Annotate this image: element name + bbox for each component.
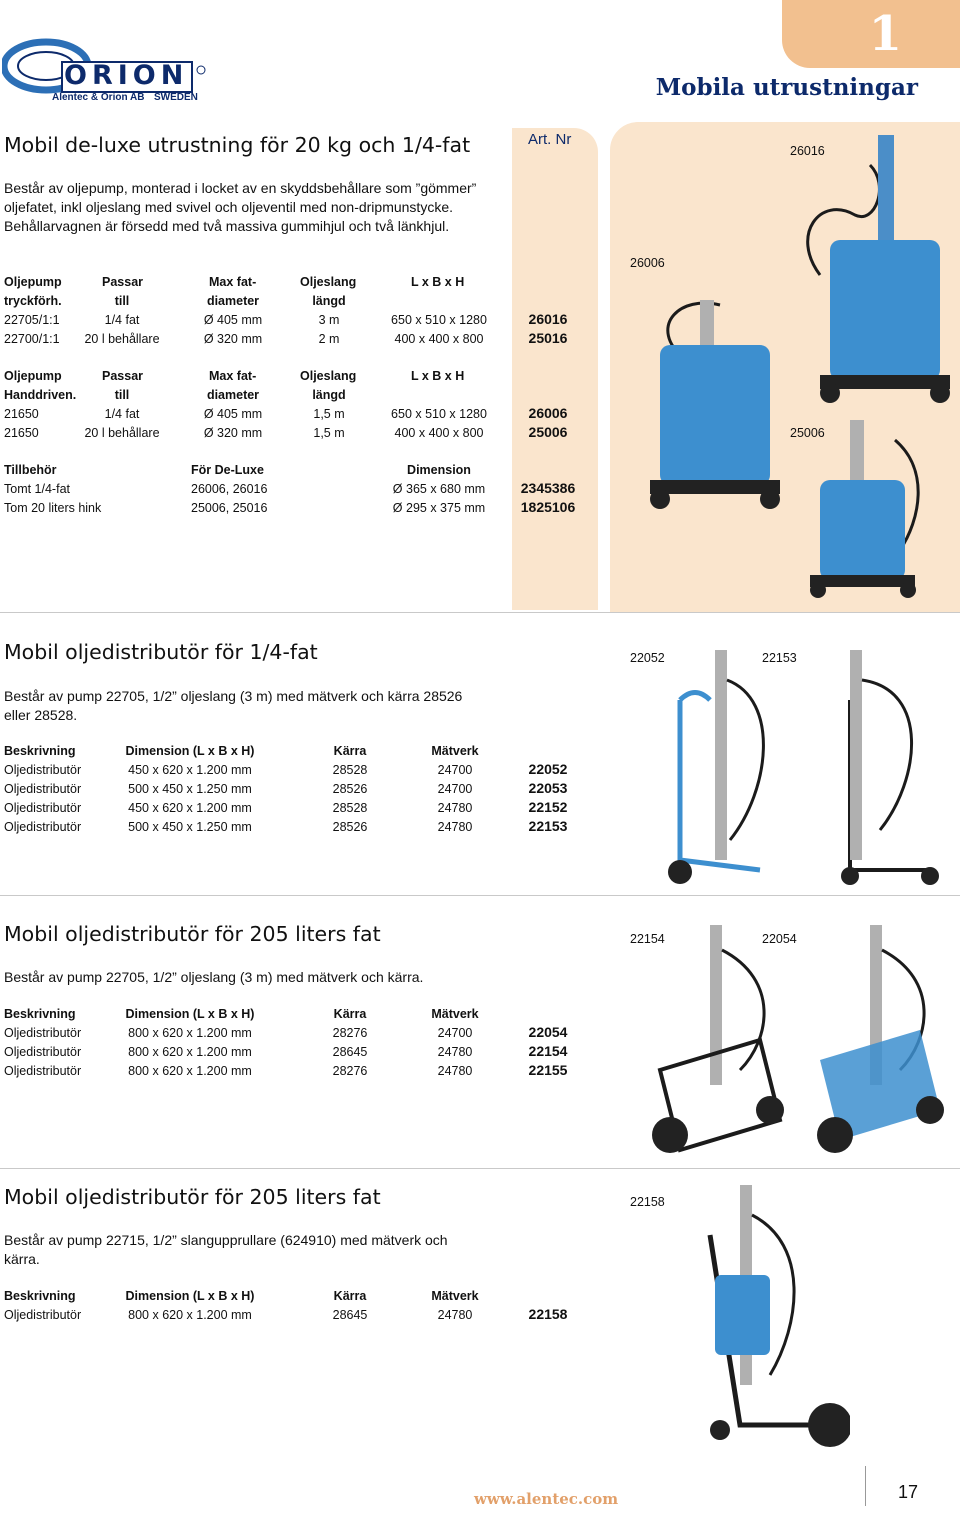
brand-sub-1: Alentec & Orion AB xyxy=(52,92,145,103)
image-label: 26006 xyxy=(630,256,665,270)
section3-description: Består av pump 22705, 1/2” oljeslang (3 m) med mätverk och kärra. xyxy=(4,969,424,985)
s2-cell: 24700 xyxy=(437,782,473,796)
table-a-header: Passar xyxy=(102,275,144,289)
table-c-cell: 25006, 25016 xyxy=(191,501,268,515)
table-b-cell: 400 x 400 x 800 xyxy=(394,426,484,440)
page-number: 17 xyxy=(897,1482,918,1502)
chapter-number: 1 xyxy=(868,6,902,62)
section4-title: Mobil oljedistributör för 205 liters fat xyxy=(4,1185,381,1209)
s3-cell: 24780 xyxy=(437,1045,473,1059)
s3-header: Kärra xyxy=(333,1007,367,1021)
table-a-cell: 400 x 400 x 800 xyxy=(394,332,484,346)
s2-cell: 450 x 620 x 1.200 mm xyxy=(128,801,252,815)
image-label: 22054 xyxy=(762,932,797,946)
s2-cell: Oljedistributör xyxy=(4,801,82,815)
reel-distributor-cart-image xyxy=(680,1175,850,1465)
art-number: 22153 xyxy=(528,818,568,834)
table-b-header: Oljeslang xyxy=(300,369,357,383)
section3-title: Mobil oljedistributör för 205 liters fat xyxy=(4,922,381,946)
image-label: 22158 xyxy=(630,1195,665,1209)
s3-cell: 24700 xyxy=(437,1026,473,1040)
s3-cell: 28645 xyxy=(332,1045,368,1059)
table-a-header: Oljepump xyxy=(4,275,62,289)
s2-cell: Oljedistributör xyxy=(4,820,82,834)
section2-title: Mobil oljedistributör för 1/4-fat xyxy=(4,640,318,664)
image-label: 26016 xyxy=(790,144,825,158)
orion-logo xyxy=(2,36,212,106)
table-b-cell: 20 l behållare xyxy=(84,426,160,440)
distributor-black-trolley-image xyxy=(820,640,950,890)
s4-cell: Oljedistributör xyxy=(4,1308,82,1322)
chapter-title: Mobila utrustningar xyxy=(655,74,918,101)
brand-name: ORION xyxy=(64,60,189,91)
s3-cell: Oljedistributör xyxy=(4,1045,82,1059)
table-b-header: L x B x H xyxy=(411,369,465,383)
table-b-cell: Ø 405 mm xyxy=(203,407,263,421)
table-b-cell: 21650 xyxy=(4,426,39,440)
deluxe-cart-large-image xyxy=(800,125,950,405)
s2-header: Dimension (L x B x H) xyxy=(125,744,255,758)
table-b-cell: 21650 xyxy=(4,407,39,421)
s4-cell: 28645 xyxy=(332,1308,368,1322)
table-b-header: längd xyxy=(312,388,346,402)
table-b-cell: 1/4 fat xyxy=(104,407,140,421)
artnr-column xyxy=(512,128,598,610)
deluxe-cart-small-image xyxy=(800,410,930,605)
table-a-header: Oljeslang xyxy=(300,275,357,289)
table-b-cell: 1,5 m xyxy=(313,426,345,440)
table-b-cell: Ø 320 mm xyxy=(203,426,263,440)
art-number: 22152 xyxy=(528,799,568,815)
image-label: 25006 xyxy=(790,426,825,440)
distributor-blue-trolley-image xyxy=(660,640,800,890)
section1-title: Mobil de-luxe utrustning för 20 kg och 1/4-fat xyxy=(4,133,471,157)
table-a-cell: 3 m xyxy=(318,313,340,327)
section1-description: Består av oljepump, monterad i locket av en skyddsbehållare som ”gömmer” oljefatet, inkl oljeslang med svivel och oljeventil med non-dripmunstycke. Behållarvagnen är försedd med två massiva gummihjul och två länkhjul. xyxy=(4,180,477,234)
table-a-cell: 650 x 510 x 1280 xyxy=(391,313,487,327)
table-a-header: längd xyxy=(312,294,346,308)
s2-header: Beskrivning xyxy=(4,744,76,758)
art-number: 25016 xyxy=(528,330,568,346)
table-b-cell: 1,5 m xyxy=(313,407,345,421)
s2-cell: 28526 xyxy=(332,820,368,834)
art-number: 22158 xyxy=(528,1306,568,1322)
deluxe-cart-medium-image xyxy=(640,285,790,515)
art-number: 22155 xyxy=(528,1062,568,1078)
image-label: 22154 xyxy=(630,932,665,946)
table-c-cell: 26006, 26016 xyxy=(191,482,268,496)
art-number: 22154 xyxy=(528,1043,568,1059)
s2-cell: Oljedistributör xyxy=(4,782,82,796)
table-c-cell: Ø 365 x 680 mm xyxy=(392,482,486,496)
s3-cell: 800 x 620 x 1.200 mm xyxy=(128,1026,252,1040)
s4-header: Mätverk xyxy=(431,1289,479,1303)
drum-distributor-blue-cart-image xyxy=(800,920,950,1160)
table-b-header: Oljepump xyxy=(4,369,62,383)
table-b-header: till xyxy=(114,388,130,402)
s3-cell: 28276 xyxy=(332,1064,368,1078)
art-number: 22054 xyxy=(528,1024,568,1040)
table-c-cell: Ø 295 x 375 mm xyxy=(392,501,486,515)
table-a-cell: 20 l behållare xyxy=(84,332,160,346)
s4-header: Beskrivning xyxy=(4,1289,76,1303)
table-a-cell: 1/4 fat xyxy=(104,313,140,327)
table-a-header: till xyxy=(114,294,130,308)
table-a-cell: 22700/1:1 xyxy=(4,332,60,346)
s3-cell: 28276 xyxy=(332,1026,368,1040)
footer-rule xyxy=(865,1466,866,1506)
table-a-cell: Ø 405 mm xyxy=(203,313,263,327)
s2-cell: 24700 xyxy=(437,763,473,777)
table-a-cell: 22705/1:1 xyxy=(4,313,60,327)
s4-header: Kärra xyxy=(333,1289,367,1303)
divider xyxy=(0,1168,960,1169)
table-a-header: tryckförh. xyxy=(4,294,62,308)
art-number: 26006 xyxy=(528,405,568,421)
s3-cell: Oljedistributör xyxy=(4,1026,82,1040)
art-number: 22052 xyxy=(528,761,568,777)
s2-cell: 28528 xyxy=(332,763,368,777)
divider xyxy=(0,612,960,613)
s2-header: Kärra xyxy=(333,744,367,758)
drum-distributor-black-cart-image xyxy=(640,920,790,1160)
table-a-cell: 2 m xyxy=(318,332,340,346)
art-number: 2345386 xyxy=(520,480,576,496)
table-b-header: diameter xyxy=(206,388,260,402)
table-c-header: För De-Luxe xyxy=(191,463,264,477)
table-c-header: Dimension xyxy=(407,463,471,477)
s2-cell: 450 x 620 x 1.200 mm xyxy=(128,763,252,777)
footer-url[interactable]: www.alentec.com xyxy=(474,1490,619,1508)
s4-header: Dimension (L x B x H) xyxy=(125,1289,255,1303)
table-c-cell: Tom 20 liters hink xyxy=(4,501,102,515)
s3-cell: 24780 xyxy=(437,1064,473,1078)
art-number: 26016 xyxy=(528,311,568,327)
image-label: 22153 xyxy=(762,651,797,665)
table-b-header: Max fat- xyxy=(209,369,257,383)
table-b-cell: 650 x 510 x 1280 xyxy=(391,407,487,421)
s3-header: Dimension (L x B x H) xyxy=(125,1007,255,1021)
art-number: 25006 xyxy=(528,424,568,440)
s3-cell: 800 x 620 x 1.200 mm xyxy=(128,1064,252,1078)
s2-cell: 28526 xyxy=(332,782,368,796)
s2-cell: 24780 xyxy=(437,820,473,834)
s2-cell: 500 x 450 x 1.250 mm xyxy=(128,820,252,834)
s2-cell: 28528 xyxy=(332,801,368,815)
table-a-header: diameter xyxy=(206,294,260,308)
table-a-header: Max fat- xyxy=(209,275,257,289)
image-label: 22052 xyxy=(630,651,665,665)
s3-cell: Oljedistributör xyxy=(4,1064,82,1078)
s3-cell: 800 x 620 x 1.200 mm xyxy=(128,1045,252,1059)
table-a-header: L x B x H xyxy=(411,275,465,289)
section2-description: Består av pump 22705, 1/2” oljeslang (3 m) med mätverk och kärra 28526 eller 28528. xyxy=(4,688,463,723)
table-a-cell: Ø 320 mm xyxy=(203,332,263,346)
section4-description: Består av pump 22715, 1/2” slangupprullare (624910) med mätverk och kärra. xyxy=(4,1232,448,1267)
s2-cell: 24780 xyxy=(437,801,473,815)
s4-cell: 800 x 620 x 1.200 mm xyxy=(128,1308,252,1322)
table-b-header: Passar xyxy=(102,369,144,383)
s4-cell: 24780 xyxy=(437,1308,473,1322)
table-c-cell: Tomt 1/4-fat xyxy=(4,482,70,496)
s2-header: Mätverk xyxy=(431,744,479,758)
brand-sub-2: SWEDEN xyxy=(154,92,198,103)
divider xyxy=(0,895,960,896)
s3-header: Mätverk xyxy=(431,1007,479,1021)
s3-header: Beskrivning xyxy=(4,1007,76,1021)
art-number: 22053 xyxy=(528,780,568,796)
s2-cell: 500 x 450 x 1.250 mm xyxy=(128,782,252,796)
art-number: 1825106 xyxy=(520,499,576,515)
table-b-header: Handdriven. xyxy=(4,388,77,402)
table-c-header: Tillbehör xyxy=(4,463,57,477)
s2-cell: Oljedistributör xyxy=(4,763,82,777)
artnr-header: Art. Nr xyxy=(528,131,572,148)
